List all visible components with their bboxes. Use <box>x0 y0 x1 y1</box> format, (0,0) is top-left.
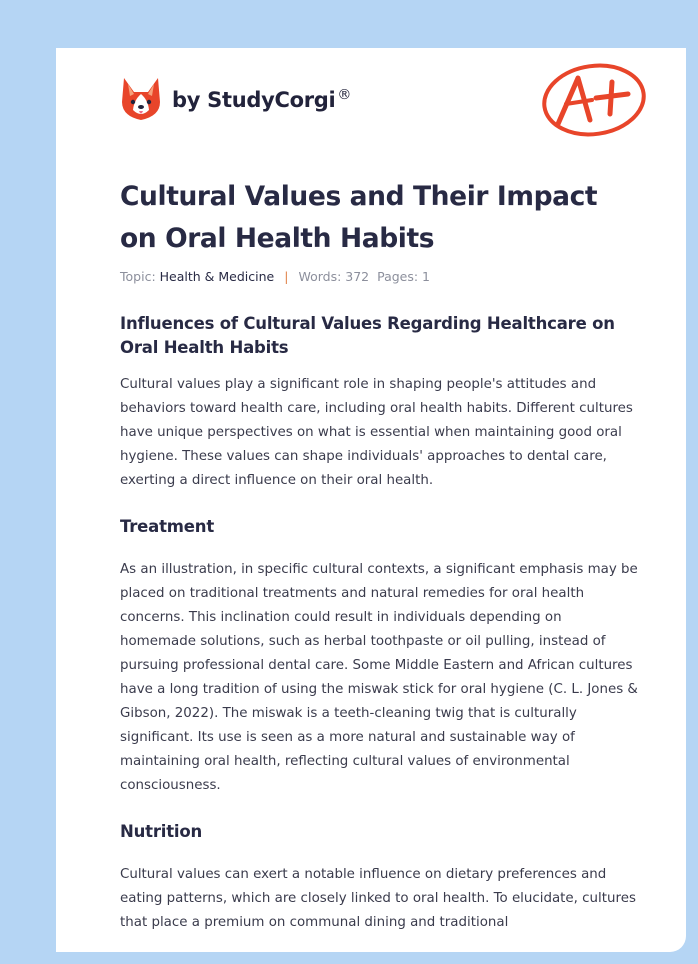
section-paragraph-nutrition: Cultural values can exert a notable influence on dietary preferences and eating patterns, which are closely linked to oral health. To elucidate, cultures that place a premium on communal dining and traditional <box>120 867 636 930</box>
article-title: Cultural Values and Their Impact on Oral Health Habits <box>120 181 598 254</box>
section-heading-nutrition: Nutrition <box>120 822 203 841</box>
section-heading-treatment: Treatment <box>120 517 215 536</box>
article-body <box>120 312 640 935</box>
meta-separator: | <box>284 269 289 284</box>
article-meta <box>120 269 430 284</box>
corgi-icon <box>120 76 162 122</box>
word-count: Words: 372 <box>298 269 370 284</box>
document-page <box>56 48 686 952</box>
registered-mark: ® <box>337 86 352 103</box>
topic-link[interactable]: Health & Medicine <box>159 269 275 284</box>
topic-label: Topic: <box>120 269 156 284</box>
section-heading-influences: Influences of Cultural Values Regarding Healthcare on Oral Health Habits <box>120 314 615 357</box>
brand-logo[interactable] <box>120 76 351 122</box>
brand-name: by StudyCorgi ® <box>172 86 352 112</box>
section-paragraph-treatment: As an illustration, in specific cultural contexts, a significant emphasis may be placed on traditional treatments and natural remedies for oral health concerns. This inclination could result in individuals depending on homemade solutions, such as herbal toothpaste or oil pulling, instead of pursuing professional dental care. Some Middle Eastern and African cultures have a long tradition of using the miswak stick for oral hygiene (C. L. Jones & Gibson, 2022). The miswak is a teeth-cleaning twig that is culturally significant. Its use is seen as a more natural and sustainable way of maintaining oral health, reflecting cultural values of environmental consciousness. <box>120 562 638 793</box>
a-plus-stamp-icon <box>538 58 650 140</box>
page-count: Pages: 1 <box>377 269 431 284</box>
section-paragraph-influences: Cultural values play a significant role in shaping people's attitudes and behaviors toward health care, including oral health habits. Different cultures have unique perspectives on what is essential when maintaining good oral hygiene. These values can shape individuals' approaches to dental care, exerting a direct influence on their oral health. <box>120 377 633 488</box>
